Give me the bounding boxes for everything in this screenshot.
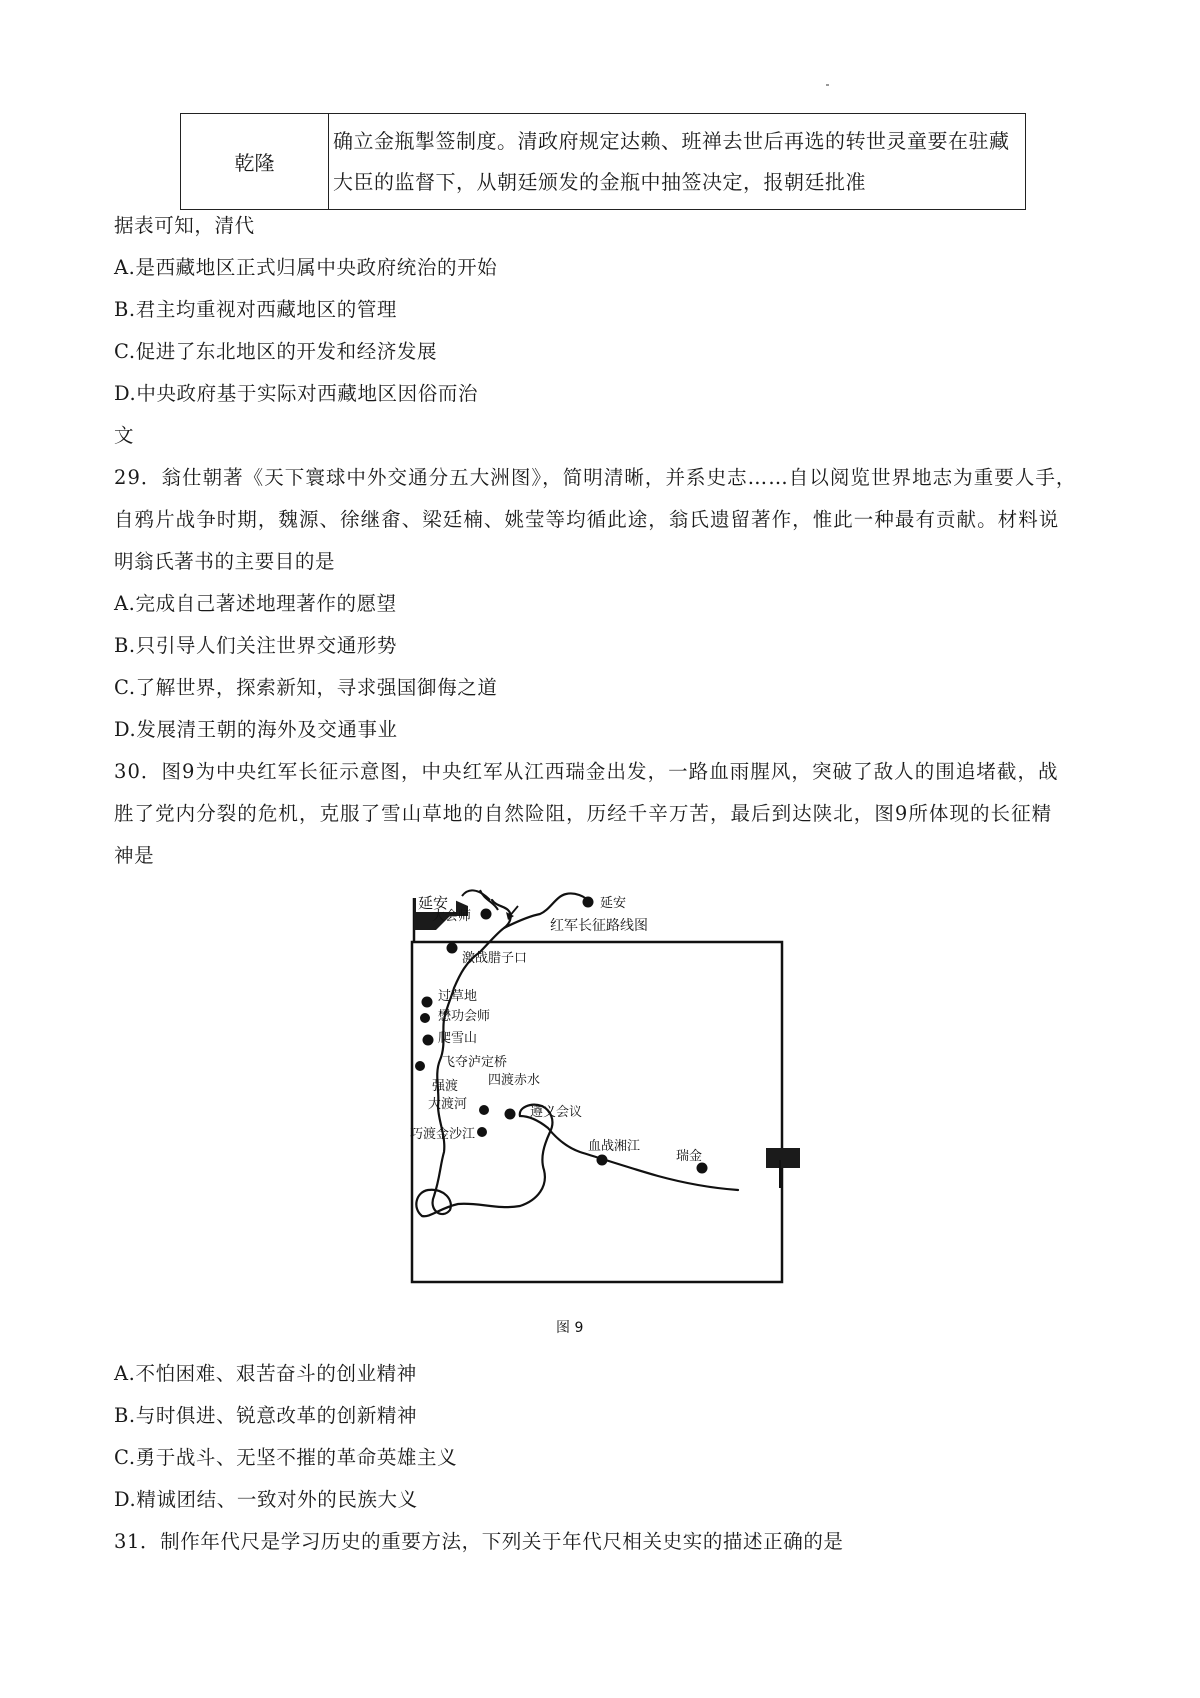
table-cell-ruler: 乾隆 xyxy=(181,114,329,210)
table-row xyxy=(181,114,1026,210)
q28-option-c: C.促进了东北地区的开发和经济发展 xyxy=(114,340,438,363)
stray-char: 文 xyxy=(114,424,135,447)
q29-stem-line: 29．翁仕朝著《天下寰球中外交通分五大洲图》，简明清晰，并系史志……自以阅览世界地志为重要人手， xyxy=(114,466,1077,489)
label-paxueshan: 爬雪山 xyxy=(438,1031,478,1046)
q29-option-c: C.了解世界，探索新知，寻求强国御侮之道 xyxy=(114,676,498,699)
q28-option-a: A.是西藏地区正式归属中央政府统治的开始 xyxy=(114,256,498,279)
q28-stem: 据表可知，清代 xyxy=(114,214,255,237)
label-lazikou: 激战腊子口 xyxy=(462,951,528,966)
q30-stem-line: 胜了党内分裂的危机，克服了雪山草地的自然险阻，历经千辛万苦，最后到达陕北，图9所体现的长征精 xyxy=(114,802,1053,825)
event-line: 大臣的监督下，从朝廷颁发的金瓶中抽签决定，报朝廷批准 xyxy=(333,169,866,194)
long-march-map xyxy=(380,870,820,1340)
label-zunyi: 遵义会议 xyxy=(530,1105,583,1120)
label-luding: 飞夺泸定桥 xyxy=(442,1055,508,1070)
map-figure xyxy=(380,870,820,1340)
flag-label: 延安 xyxy=(418,894,449,912)
label-maogong: 懋功会师 xyxy=(438,1009,491,1024)
dot-maogong xyxy=(420,1013,430,1023)
dot-lazikou xyxy=(447,943,458,954)
history-table xyxy=(180,113,1026,210)
label-ruijin: 瑞金 xyxy=(676,1149,703,1164)
map-title: 红军长征路线图 xyxy=(550,918,648,934)
q31-stem-line: 31．制作年代尺是学习历史的重要方法，下列关于年代尺相关史实的描述正确的是 xyxy=(114,1530,844,1553)
dot-jinshajiang xyxy=(477,1127,487,1137)
q30-option-a: A.不怕困难、艰苦奋斗的创业精神 xyxy=(114,1362,417,1385)
label-dahuishi: 大会师 xyxy=(432,909,472,924)
label-guocaodi: 过草地 xyxy=(438,989,478,1004)
q29-option-d: D.发展清王朝的海外及交通事业 xyxy=(114,718,398,741)
label-sidu: 四渡赤水 xyxy=(488,1073,541,1088)
page-speck xyxy=(826,84,829,86)
dot-guocaodi xyxy=(422,997,433,1008)
q29-option-b: B.只引导人们关注世界交通形势 xyxy=(114,634,398,657)
dot-zunyi xyxy=(505,1109,516,1120)
label-jinshajiang: 巧渡金沙江 xyxy=(410,1127,476,1142)
event-line: 确立金瓶掣签制度。清政府规定达赖、班禅去世后再选的转世灵童要在驻藏 xyxy=(333,128,1010,153)
label-qiangdu: 强渡 xyxy=(432,1079,459,1094)
label-daduhe: 大渡河 xyxy=(428,1097,468,1112)
q30-option-c: C.勇于战斗、无坚不摧的革命英雄主义 xyxy=(114,1446,458,1469)
table-cell-event xyxy=(329,114,1026,210)
dot-dahuishi xyxy=(481,909,492,920)
dot-luding xyxy=(415,1061,425,1071)
q30-stem-line: 神是 xyxy=(114,844,155,867)
dot-ruijin xyxy=(697,1163,708,1174)
dot-yanan xyxy=(583,897,594,908)
label-yanan: 延安 xyxy=(600,896,627,911)
q30-option-b: B.与时俱进、锐意改革的创新精神 xyxy=(114,1404,418,1427)
figure-caption: 图 9 xyxy=(556,1320,584,1336)
q28-option-b: B.君主均重视对西藏地区的管理 xyxy=(114,298,398,321)
q29-stem-line: 明翁氏著书的主要目的是 xyxy=(114,550,336,573)
ruijin-flag-icon xyxy=(766,1148,800,1168)
dot-xiangjiang xyxy=(597,1155,608,1166)
q30-stem-line: 30．图9为中央红军长征示意图，中央红军从江西瑞金出发，一路血雨腥风，突破了敌人的围追堵截，战 xyxy=(114,760,1059,783)
q29-option-a: A.完成自己著述地理著作的愿望 xyxy=(114,592,397,615)
q29-stem-line: 自鸦片战争时期，魏源、徐继畬、梁廷楠、姚莹等均循此途，翁氏遗留著作，惟此一种最有贡献。材料说 xyxy=(114,508,1060,531)
dot-paxueshan xyxy=(423,1035,434,1046)
label-xiangjiang: 血战湘江 xyxy=(588,1139,641,1154)
dot-sidu xyxy=(479,1105,489,1115)
q30-option-d: D.精诚团结、一致对外的民族大义 xyxy=(114,1488,418,1511)
q28-option-d: D.中央政府基于实际对西藏地区因俗而治 xyxy=(114,382,479,405)
